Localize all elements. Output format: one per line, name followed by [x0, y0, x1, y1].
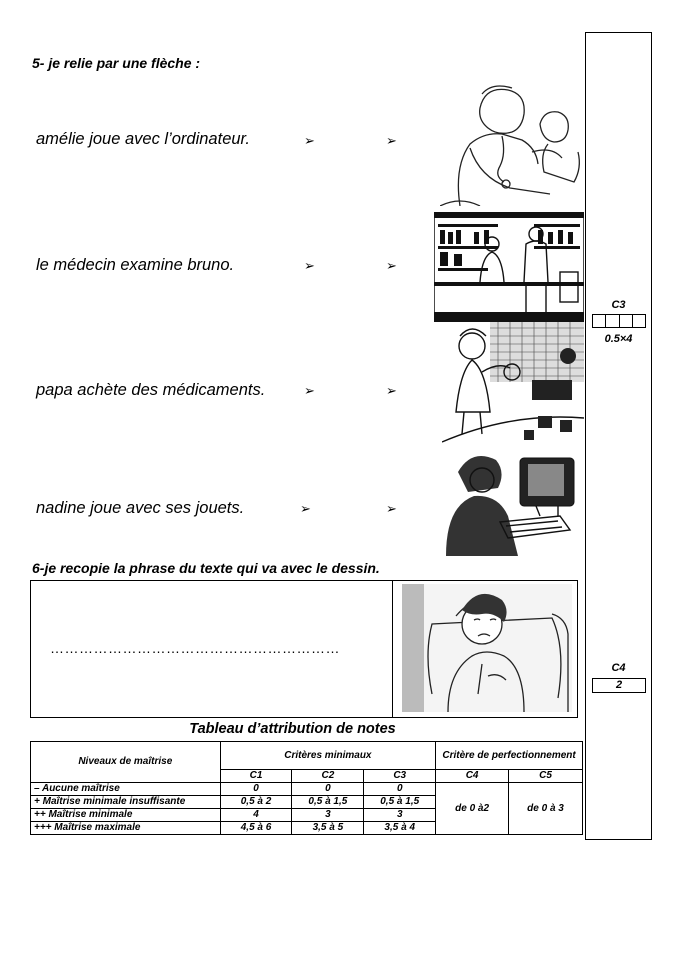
level-cell: – Aucune maîtrise	[31, 783, 221, 796]
score-cell: 0,5 à 2	[220, 796, 292, 809]
arrow-icon[interactable]: ➢	[386, 383, 397, 398]
sentence-1: amélie joue avec l’ordinateur.	[36, 130, 251, 148]
exercise-6-answer-line[interactable]: ……………………………………………………	[50, 640, 340, 656]
c4-points-box: 2	[592, 678, 646, 693]
header-minimal-criteria: Critères minimaux	[220, 742, 436, 770]
sentence-3: papa achète des médicaments.	[36, 381, 266, 399]
sick-boy-in-bed-image	[402, 584, 572, 712]
grading-table	[30, 741, 583, 835]
score-cell: 4,5 à 6	[220, 822, 292, 835]
c4-range-cell: de 0 à2	[436, 783, 509, 835]
sentence-4: nadine joue avec ses jouets.	[36, 499, 245, 517]
level-cell: + Maîtrise minimale insuffisante	[31, 796, 221, 809]
girl-with-toys-image	[442, 322, 584, 448]
header-c2: C2	[292, 770, 364, 783]
score-cell: 0	[220, 783, 292, 796]
table-row	[31, 783, 583, 796]
doctor-examining-child-image	[440, 78, 585, 206]
arrow-icon[interactable]: ➢	[304, 258, 315, 273]
score-cell: 4	[220, 809, 292, 822]
score-cell: 0	[364, 783, 436, 796]
score-cell: 3	[364, 809, 436, 822]
arrow-icon[interactable]: ➢	[386, 501, 397, 516]
arrow-icon[interactable]: ➢	[386, 133, 397, 148]
score-cell: 0,5 à 1,5	[364, 796, 436, 809]
c3-label: C3	[611, 299, 626, 311]
arrow-icon[interactable]: ➢	[386, 258, 397, 273]
header-c1: C1	[220, 770, 292, 783]
c5-range-cell: de 0 à 3	[509, 783, 583, 835]
arrow-icon[interactable]: ➢	[304, 383, 315, 398]
girl-at-computer-image	[440, 450, 580, 556]
arrow-icon[interactable]: ➢	[300, 501, 311, 516]
level-cell: +++ Maîtrise maximale	[31, 822, 221, 835]
header-perfection-criteria: Critère de perfectionnement	[436, 742, 583, 770]
level-cell: ++ Maîtrise minimale	[31, 809, 221, 822]
grading-table-title: Tableau d’attribution de notes	[189, 721, 396, 737]
score-cell: 0,5 à 1,5	[292, 796, 364, 809]
c3-score-grid[interactable]	[592, 314, 646, 328]
c4-label: C4	[611, 662, 626, 674]
header-levels: Niveaux de maîtrise	[31, 742, 221, 783]
header-c4: C4	[436, 770, 509, 783]
score-cell: 3,5 à 4	[364, 822, 436, 835]
grading-margin-column	[585, 32, 652, 840]
pharmacy-counter-image	[434, 212, 584, 322]
c3-points: 0.5×4	[604, 333, 633, 345]
score-cell: 0	[292, 783, 364, 796]
arrow-icon[interactable]: ➢	[304, 133, 315, 148]
header-c5: C5	[509, 770, 583, 783]
exercise-6-divider	[392, 580, 393, 718]
sentence-2: le médecin examine bruno.	[36, 256, 235, 274]
score-cell: 3	[292, 809, 364, 822]
exercise-6-title: 6-je recopie la phrase du texte qui va avec le dessin.	[32, 560, 380, 576]
score-cell: 3,5 à 5	[292, 822, 364, 835]
header-c3: C3	[364, 770, 436, 783]
exercise-5-title: 5- je relie par une flèche :	[32, 55, 201, 71]
